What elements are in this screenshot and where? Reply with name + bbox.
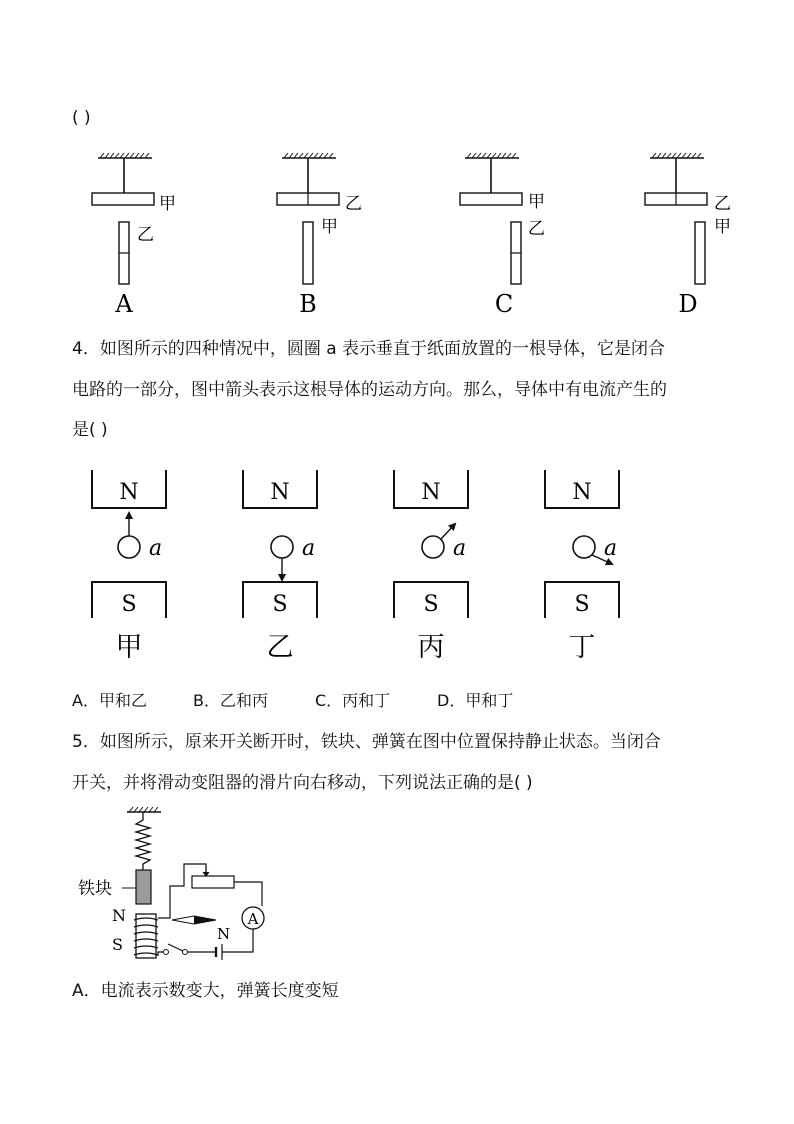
q4-panel-ding <box>545 470 619 663</box>
q3-option-a-letter: A <box>115 290 133 318</box>
coil-south-label: S <box>112 935 123 954</box>
q4-option-a: A．甲和乙 <box>72 691 147 710</box>
q4-yi-south-label: S <box>272 592 288 617</box>
q4-ding-conductor-label: a <box>604 536 618 561</box>
q4-bing-conductor-label: a <box>453 536 467 561</box>
spring <box>136 812 150 870</box>
q4-yi-conductor-label: a <box>302 536 316 561</box>
ammeter-label: A <box>247 910 259 928</box>
q3-option-b-letter: B <box>299 290 317 318</box>
q3-a-hang-label: 甲 <box>159 194 176 214</box>
coil-north-label: N <box>112 906 126 925</box>
q4-jia-conductor-label: a <box>149 536 163 561</box>
q3-b-rod-label: 甲 <box>321 217 338 237</box>
q3-figure <box>60 148 760 318</box>
q3-answer-blank: ( ) <box>72 108 91 128</box>
q4-option-b: B．乙和丙 <box>193 691 268 710</box>
q4-bing-south-label: S <box>423 592 439 617</box>
q4-jia-north-label: N <box>119 480 139 505</box>
q4-bing-north-label: N <box>421 480 441 505</box>
q4-panel-jia <box>92 470 166 663</box>
q5-stem-line-2: 开关，并将滑动变阻器的滑片向右移动，下列说法正确的是( ) <box>72 773 533 793</box>
q3-option-c-letter: C <box>494 290 514 318</box>
q4-stem-line-2: 电路的一部分，图中箭头表示这根导体的运动方向。那么，导体中有电流产生的 <box>72 380 667 400</box>
switch <box>168 944 183 951</box>
q3-a-rod-label: 乙 <box>137 225 154 245</box>
q5-circuit-figure <box>72 806 282 976</box>
needle-north-label: N <box>217 925 231 943</box>
q4-option-c: C．丙和丁 <box>315 691 391 710</box>
q3-option-d-letter: D <box>678 290 698 318</box>
rheostat <box>192 876 234 888</box>
q4-jia-south-label: S <box>121 592 137 617</box>
iron-block-label: 铁块 <box>78 879 112 899</box>
q4-panel-bing <box>394 470 468 663</box>
q3-c-rod-label: 乙 <box>528 219 545 239</box>
q4-panel-jia-name: 甲 <box>115 632 143 663</box>
q4-panel-bing-name: 丙 <box>417 632 445 663</box>
q4-panel-ding-name: 丁 <box>568 632 596 663</box>
q5-option-a: A．电流表示数变大，弹簧长度变短 <box>72 981 339 1001</box>
q5-stem-line-1: 5．如图所示，原来开关断开时，铁块、弹簧在图中位置保持静止状态。当闭合 <box>72 732 661 752</box>
q3-panel-b <box>277 153 362 318</box>
q3-d-rod-label: 甲 <box>714 217 731 237</box>
solenoid-core <box>136 914 156 958</box>
iron-block <box>136 870 151 904</box>
q4-stem-line-3: 是( ) <box>72 420 108 440</box>
q4-stem-line-1: 4．如图所示的四种情况中，圆圈 a 表示垂直于纸面放置的一根导体，它是闭合 <box>72 339 666 359</box>
q3-panel-d <box>645 153 731 318</box>
q4-option-d: D．甲和丁 <box>437 691 514 710</box>
q4-figure <box>80 466 680 666</box>
q4-panel-yi-name: 乙 <box>266 632 294 663</box>
q4-ding-south-label: S <box>574 592 590 617</box>
q3-panel-c <box>460 153 545 318</box>
q3-d-hang-label: 乙 <box>714 194 731 214</box>
q4-panel-yi <box>243 470 317 663</box>
q3-panel-a <box>92 153 176 318</box>
q3-b-hang-label: 乙 <box>345 194 362 214</box>
q3-c-hang-label: 甲 <box>528 192 545 212</box>
q4-yi-north-label: N <box>270 480 290 505</box>
q4-ding-north-label: N <box>572 480 592 505</box>
